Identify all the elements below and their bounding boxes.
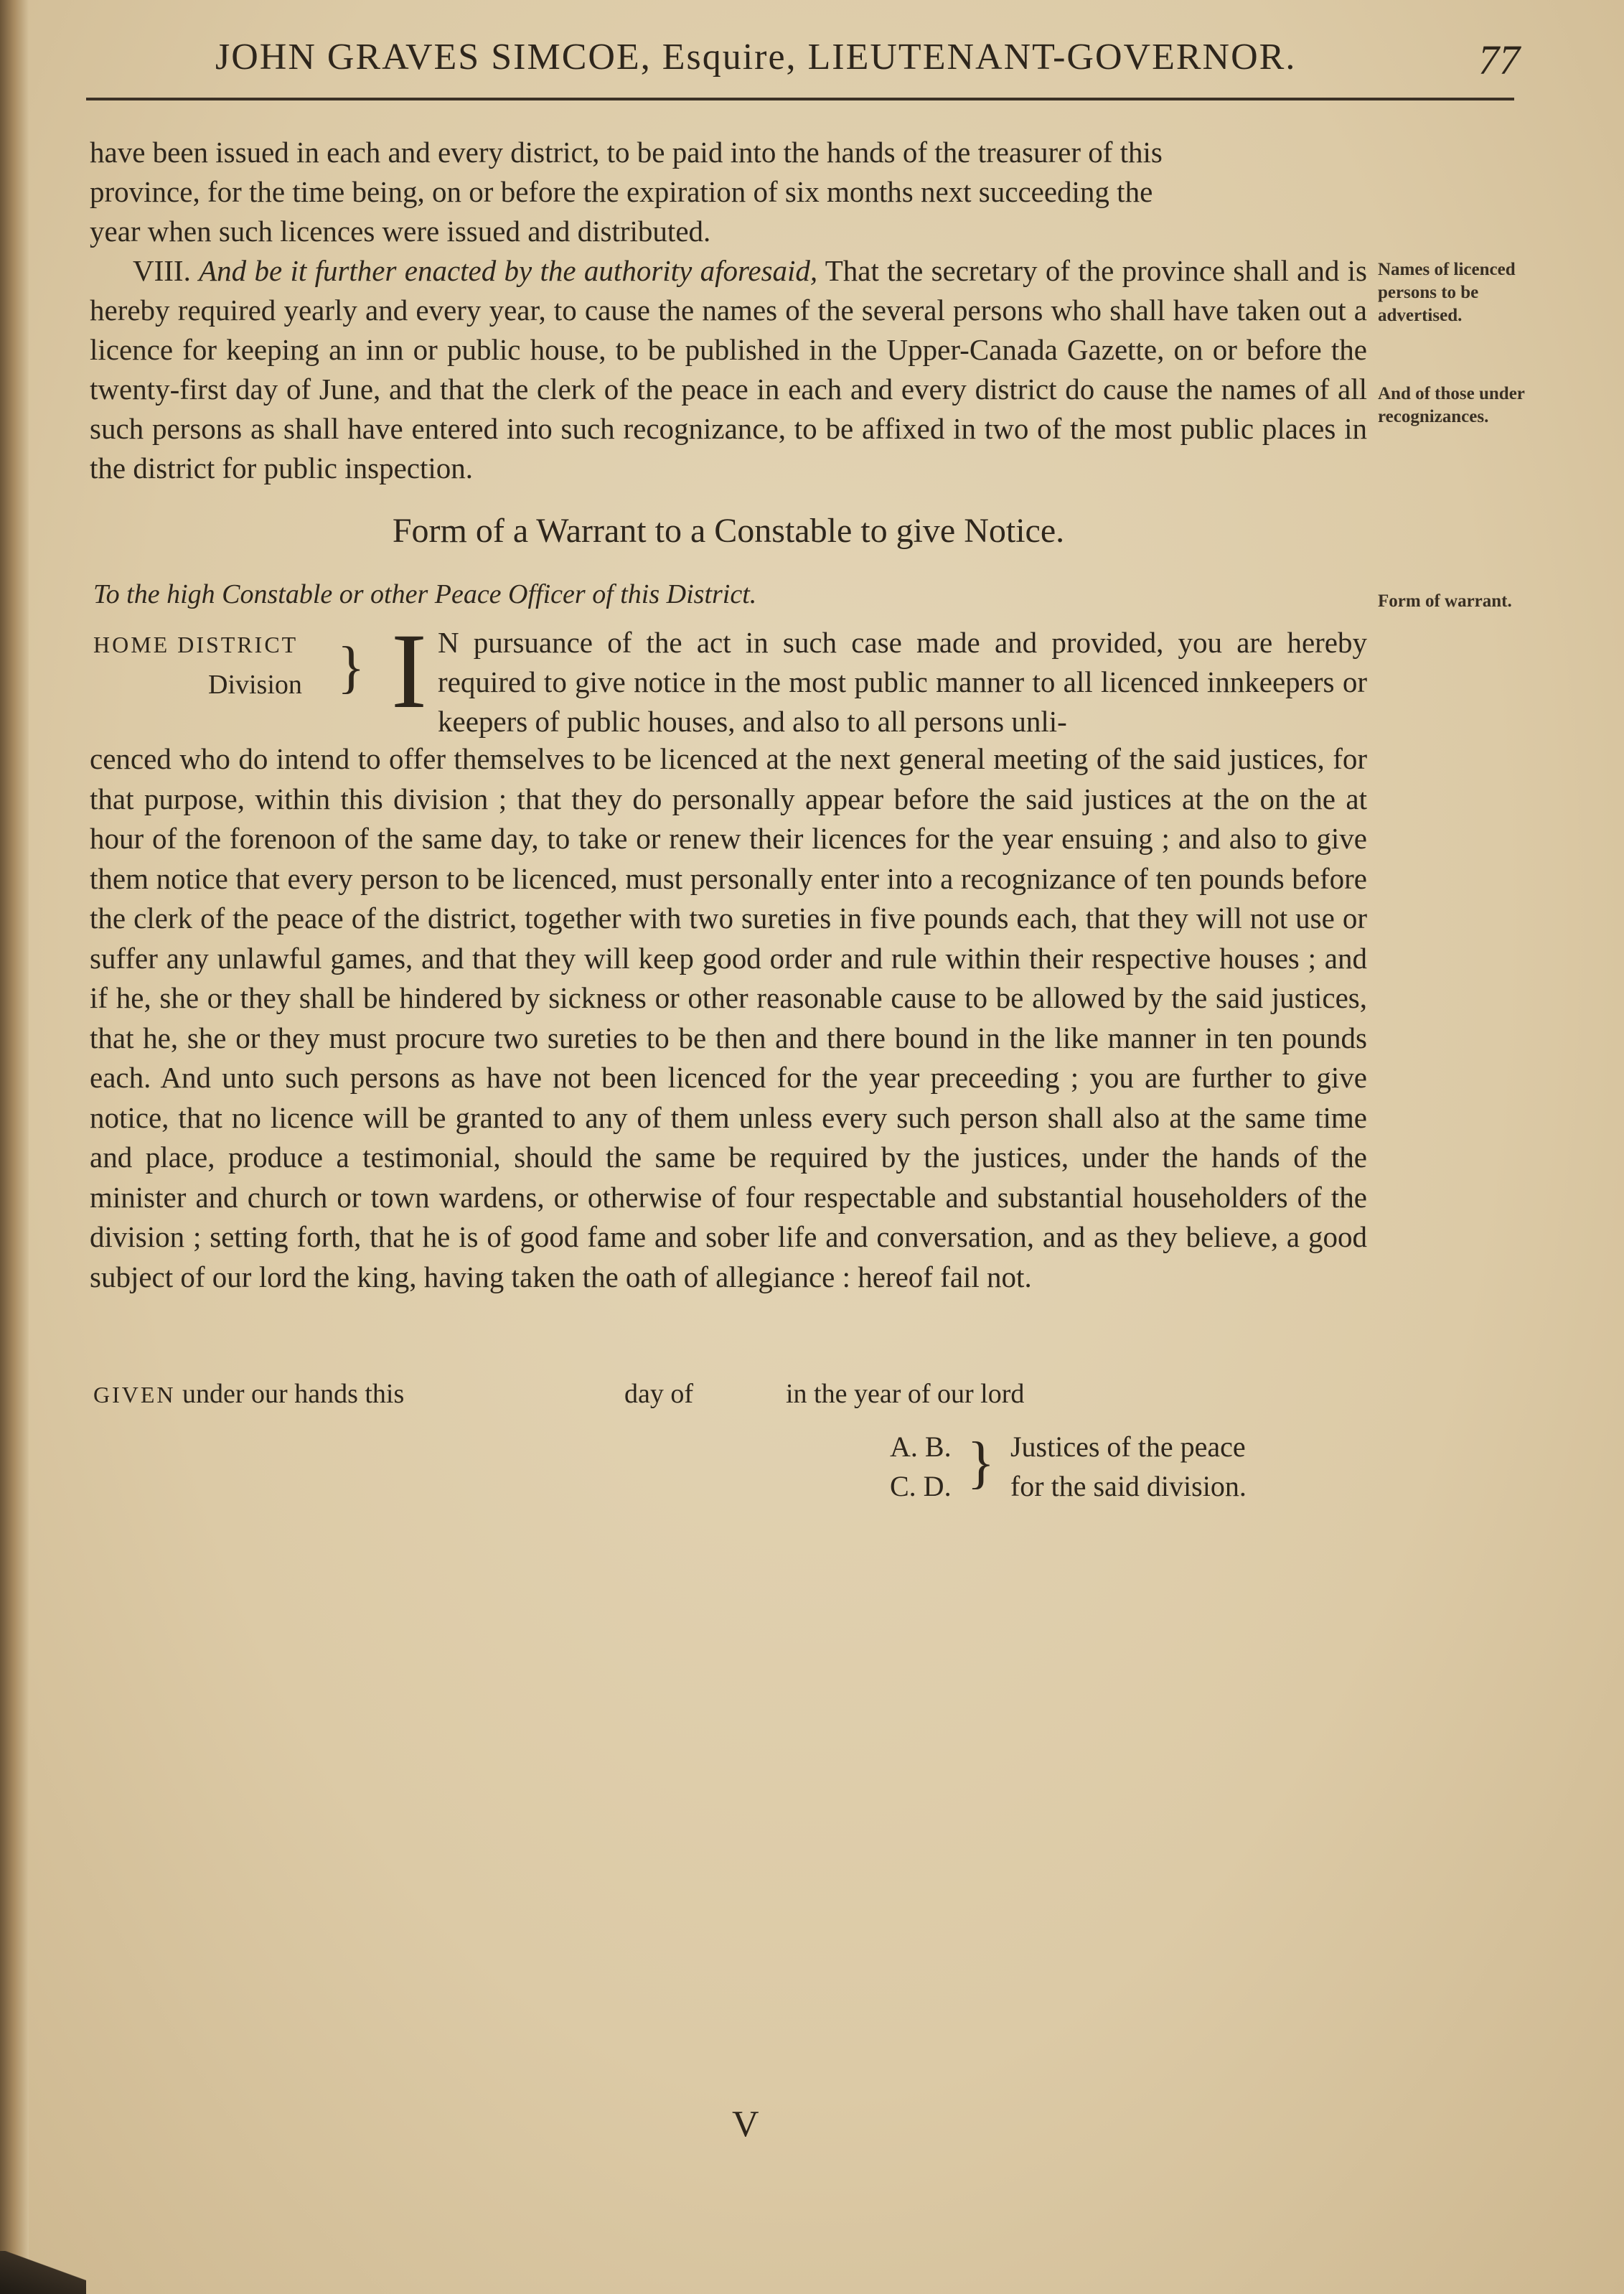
header-rule [86,98,1514,100]
year-text: in the year of our lord [786,1379,1025,1409]
district-label: HOME DISTRICT [93,632,299,657]
given-text: under our hands this [182,1379,405,1409]
day-of: day of [624,1379,694,1409]
margin-note: Names of licenced persons to be advertised. [1378,260,1516,325]
margin-note: And of those under recognizances. [1378,384,1525,426]
section-number: VIII. [133,254,191,287]
form-address: To the high Constable or other Peace Officer of this District. [93,579,757,609]
signatory-role: for the said division. [1010,1470,1247,1502]
book-spine-shadow [0,0,29,2294]
page-corner-shadow [0,2251,86,2294]
section-text: That the secretary of the province shall and is hereby required yearly and every year, to cause the names of the several persons who shall have taken out a licence for keeping an inn or public house, to be published in the Upper-Canada Gazette, on or before the twenty-first day of June, and that the clerk of the peace in each and every district do cause the names of all such persons as shall have entered into such recognizance, to be affixed in two of the most public places in the district for public inspection. [90,254,1367,484]
intro-line: year when such licences were issued and distributed. [90,215,711,248]
warrant-body: cenced who do intend to offer themselves to be licenced at the next general meeting of the said justices, for that purpose, within this division ; that they do personally appear before the said justices at the on the at hour of the forenoon of the same day, to take or renew their licences for the year ensuing ; and also to give them notice that every person to be licenced, must personally enter into a recognizance of ten pounds before the clerk of the peace of the district, together with two sureties in five pounds each, that they will not use or suffer any unlawful games, and that they will keep good order and rule within their respective houses ; and if he, she or they shall be hindered by sickness or other reasonable cause to be allowed by the said justices, that he, she or they must procure two sureties to be then and there bound in the like manner in ten pounds each. And unto such persons as have not been licenced for the year preceeding ; you are further to give notice, that no licence will be granted to any of them unless every such person shall also at the same time and place, produce a testimonial, should the same be required by the justices, under the hands of the minister and church or town wardens, or otherwise of four respectable and substantial householders of the division ; setting forth, that he is of good fame and sober life and conversation, and as they believe, a good subject of our lord the king, having taken the oath of allegiance : hereof fail not. [90,742,1367,1293]
signatory: C. D. [890,1470,952,1502]
page-number: 77 [1478,37,1520,83]
brace-icon: } [967,1431,995,1494]
brace-icon: } [337,636,365,699]
margin-note: Form of warrant. [1378,591,1512,611]
given-line [93,1378,1025,1410]
signature-block [890,1427,1247,1506]
signature-mark: V [732,2104,759,2145]
signatory-role: Justices of the peace [1010,1431,1246,1463]
intro-line: have been issued in each and every district, to be paid into the hands of the treasurer of this [90,136,1163,169]
drop-cap: I [391,612,427,731]
section-intro [90,133,1367,251]
enacting-clause: And be it further enacted by the authority aforesaid, [199,254,818,287]
running-title: JOHN GRAVES SIMCOE, Esquire, LIEUTENANT-GOVERNOR. [215,37,1297,78]
section-viii [90,251,1367,488]
form-title: Form of a Warrant to a Constable to give Notice. [392,512,1065,550]
division-label: Division [208,670,302,700]
signatory: A. B. [890,1431,952,1463]
given-label: GIVEN [93,1382,176,1408]
warrant-opening: N pursuance of the act in such case made and provided, you are hereby required to give notice in the most public manner to all licenced innkeepers or keepers of public houses, and also to all persons unli- [438,626,1367,738]
intro-line: province, for the time being, on or before the expiration of six months next succeeding the [90,175,1153,208]
